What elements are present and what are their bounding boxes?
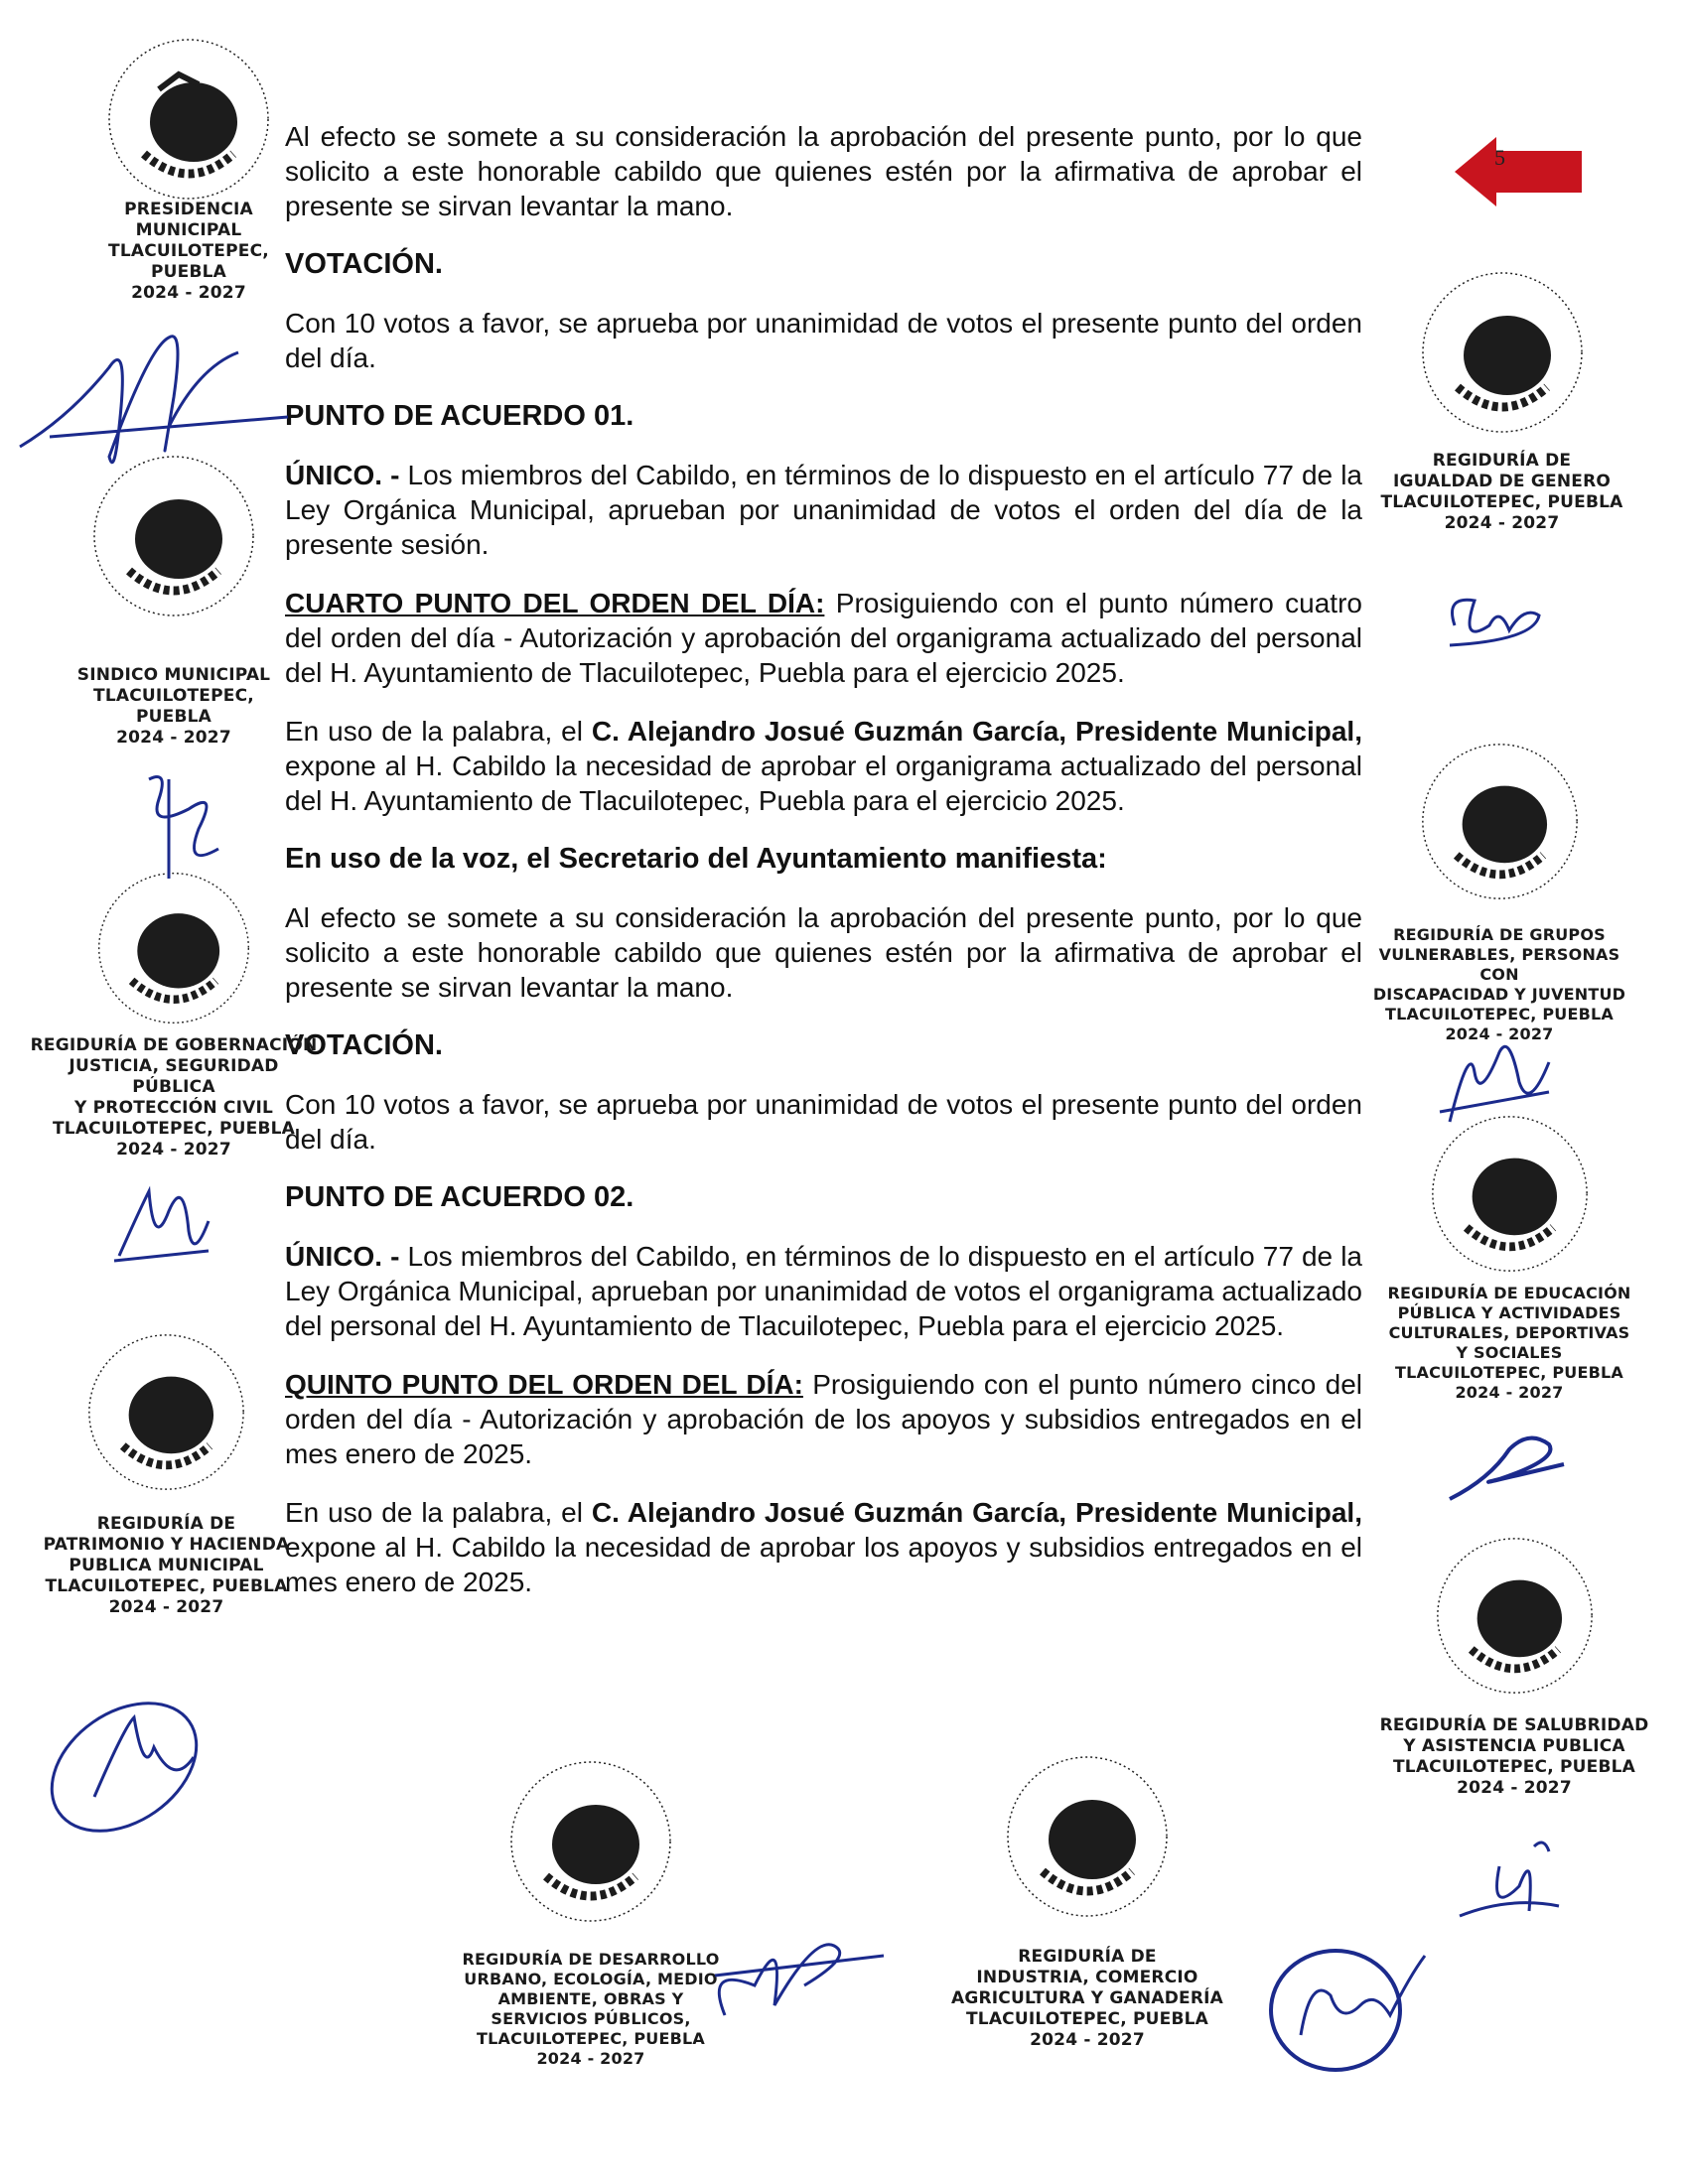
signature-educacion <box>1440 1420 1569 1509</box>
stamp-industria <box>938 1752 1236 2051</box>
paragraph-votos-1: Con 10 votos a favor, se aprueba por unanimidad de votos el presente punto del orden del día. <box>285 308 1362 373</box>
stamp-igualdad <box>1360 268 1643 534</box>
paragraph-uso-palabra-2 <box>285 1495 1362 1599</box>
signature-desarrollo <box>695 1906 894 2035</box>
stamp-industria-label: REGIDURÍA DE INDUSTRIA, COMERCIO AGRICULTURA Y GANADERÍA TLACUILOTEPEC, PUEBLA 2024 - 2027 <box>950 1947 1223 2050</box>
paragraph-unico-1 <box>285 458 1362 562</box>
stamp-grupos-label: REGIDURÍA DE GRUPOS VULNERABLES, PERSONAS CON DISCAPACIDAD Y JUVENTUD TLACUILOTEPEC, PUEBLA 2024 - 2027 <box>1372 925 1626 1043</box>
stamp-presidencia <box>89 35 288 304</box>
uso-palabra-text: expone al H. Cabildo la necesidad de aprobar los apoyos y subsidios entregados en el mes enero de 2025. <box>285 1532 1362 1597</box>
paragraph-votos-2: Con 10 votos a favor, se aprueba por unanimidad de votos el presente punto del orden del día. <box>285 1089 1362 1155</box>
stamp-presidencia-label: PRESIDENCIA MUNICIPAL TLACUILOTEPEC, PUEBLA 2024 - 2027 <box>108 200 269 303</box>
document-body <box>285 119 1362 1623</box>
presidente-name: C. Alejandro Josué Guzmán García, Presidente Municipal, <box>591 1497 1362 1528</box>
unico-text: Los miembros del Cabildo, en términos de lo dispuesto en el artículo 77 de la Ley Orgánica Municipal, aprueban por unanimidad de votos el organigrama actualizado del personal del H. Ayuntamiento de Tlacuilotepec, Puebla para el ejercicio 2025. <box>285 1241 1362 1341</box>
paragraph-cuarto-punto <box>285 586 1362 690</box>
signature-grupos <box>1430 1023 1559 1142</box>
mexican-seal-icon <box>1418 268 1587 437</box>
mexican-seal-icon <box>1003 1752 1172 1921</box>
signature-presidente <box>10 308 298 506</box>
mexican-seal-icon <box>94 869 253 1027</box>
stamp-grupos <box>1365 740 1633 1044</box>
stamp-desarrollo <box>452 1757 730 2069</box>
signature-salubridad <box>1450 1827 1569 1936</box>
signature-sindico <box>129 759 258 888</box>
cuarto-punto-title: CUARTO PUNTO DEL ORDEN DEL DÍA: <box>285 588 825 618</box>
signature-patrimonio <box>35 1688 223 1846</box>
quinto-punto-text: Prosiguiendo con el punto número cinco del orden del día - Autorización y aprobación de los apoyos y subsidios entregados en el mes enero de 2025. <box>285 1369 1362 1469</box>
uso-palabra-intro: En uso de la palabra, el <box>285 1497 592 1528</box>
stamp-igualdad-label: REGIDURÍA DE IGUALDAD DE GENERO TLACUILOTEPEC, PUEBLA 2024 - 2027 <box>1380 451 1623 533</box>
mexican-seal-icon <box>1418 740 1582 903</box>
stamp-patrimonio <box>35 1330 298 1618</box>
paragraph-consideracion-2: Al efecto se somete a su consideración la aprobación del presente punto, por lo que solicito a este honorable cabildo que quienes estén por la afirmativa de aprobar el presente se sirvan levantar la mano. <box>285 902 1362 1003</box>
signature-igualdad <box>1440 586 1549 655</box>
cuarto-punto-text: Prosiguiendo con el punto número cuatro del orden del día - Autorización y aprobación del organigrama actualizado del personal del H. Ayuntamiento de Tlacuilotepec, Puebla para el ejercicio 2025. <box>285 588 1362 688</box>
mexican-seal-icon <box>84 1330 248 1494</box>
uso-palabra-intro: En uso de la palabra, el <box>285 716 592 747</box>
stamp-gobernacion-label: REGIDURÍA DE GOBERNACIÓN JUSTICIA, SEGURIDAD PÚBLICA Y PROTECCIÓN CIVIL TLACUILOTEPEC, PUEBLA 2024 - 2027 <box>30 1035 318 1160</box>
unico-label: ÚNICO. - <box>285 460 400 490</box>
unico-label: ÚNICO. - <box>285 1241 400 1272</box>
stamp-educacion-label: REGIDURÍA DE EDUCACIÓN PÚBLICA Y ACTIVIDADES CULTURALES, DEPORTIVAS Y SOCIALES TLACUILOTEPEC, PUEBLA 2024 - 2027 <box>1387 1284 1631 1402</box>
presidente-name: C. Alejandro Josué Guzmán García, Presidente Municipal, <box>591 716 1362 747</box>
page-number-arrow <box>1455 137 1584 206</box>
signature-gobernacion <box>109 1171 218 1271</box>
stamp-educacion <box>1375 1112 1643 1403</box>
paragraph-unico-2 <box>285 1239 1362 1343</box>
paragraph-quinto-punto <box>285 1367 1362 1471</box>
unico-text: Los miembros del Cabildo, en términos de lo dispuesto en el artículo 77 de la Ley Orgánica Municipal, aprueban por unanimidad de votos el orden del día de la presente sesión. <box>285 460 1362 560</box>
heading-votacion-1: VOTACIÓN. <box>285 248 443 280</box>
mexican-seal-icon <box>104 35 273 204</box>
uso-palabra-text: expone al H. Cabildo la necesidad de aprobar el organigrama actualizado del personal del H. Ayuntamiento de Tlacuilotepec, Puebla para el ejercicio 2025. <box>285 751 1362 816</box>
heading-votacion-2: VOTACIÓN. <box>285 1029 443 1061</box>
quinto-punto-title: QUINTO PUNTO DEL ORDEN DEL DÍA: <box>285 1369 803 1400</box>
heading-punto-acuerdo-01: PUNTO DE ACUERDO 01. <box>285 400 634 432</box>
paragraph-uso-palabra-1 <box>285 714 1362 818</box>
stamp-salubridad-label: REGIDURÍA DE SALUBRIDAD Y ASISTENCIA PUBLICA TLACUILOTEPEC, PUEBLA 2024 - 2027 <box>1379 1715 1649 1798</box>
stamp-sindico-label: SINDICO MUNICIPAL TLACUILOTEPEC, PUEBLA 2024 - 2027 <box>76 665 271 748</box>
page-number: 5 <box>1494 145 1505 170</box>
stamp-gobernacion <box>25 869 323 1160</box>
mexican-seal-icon <box>1433 1534 1597 1698</box>
signature-industria <box>1261 1936 1440 2075</box>
heading-uso-voz: En uso de la voz, el Secretario del Ayuntamiento manifiesta: <box>285 843 1107 875</box>
stamp-desarrollo-label: REGIDURÍA DE DESARROLLO URBANO, ECOLOGÍA, MEDIO AMBIENTE, OBRAS Y SERVICIOS PÚBLICOS, TLACUILOTEPEC, PUEBLA 2024 - 2027 <box>462 1950 720 2068</box>
stamp-salubridad <box>1370 1534 1658 1799</box>
paragraph-consideracion-1: Al efecto se somete a su consideración la aprobación del presente punto, por lo que solicito a este honorable cabildo que quienes estén por la afirmativa de aprobar el presente se sirvan levantar la mano. <box>285 121 1362 221</box>
mexican-seal-icon <box>506 1757 675 1926</box>
stamp-patrimonio-label: REGIDURÍA DE PATRIMONIO Y HACIENDA PUBLICA MUNICIPAL TLACUILOTEPEC, PUEBLA 2024 - 2027 <box>43 1514 290 1617</box>
heading-punto-acuerdo-02: PUNTO DE ACUERDO 02. <box>285 1181 634 1213</box>
